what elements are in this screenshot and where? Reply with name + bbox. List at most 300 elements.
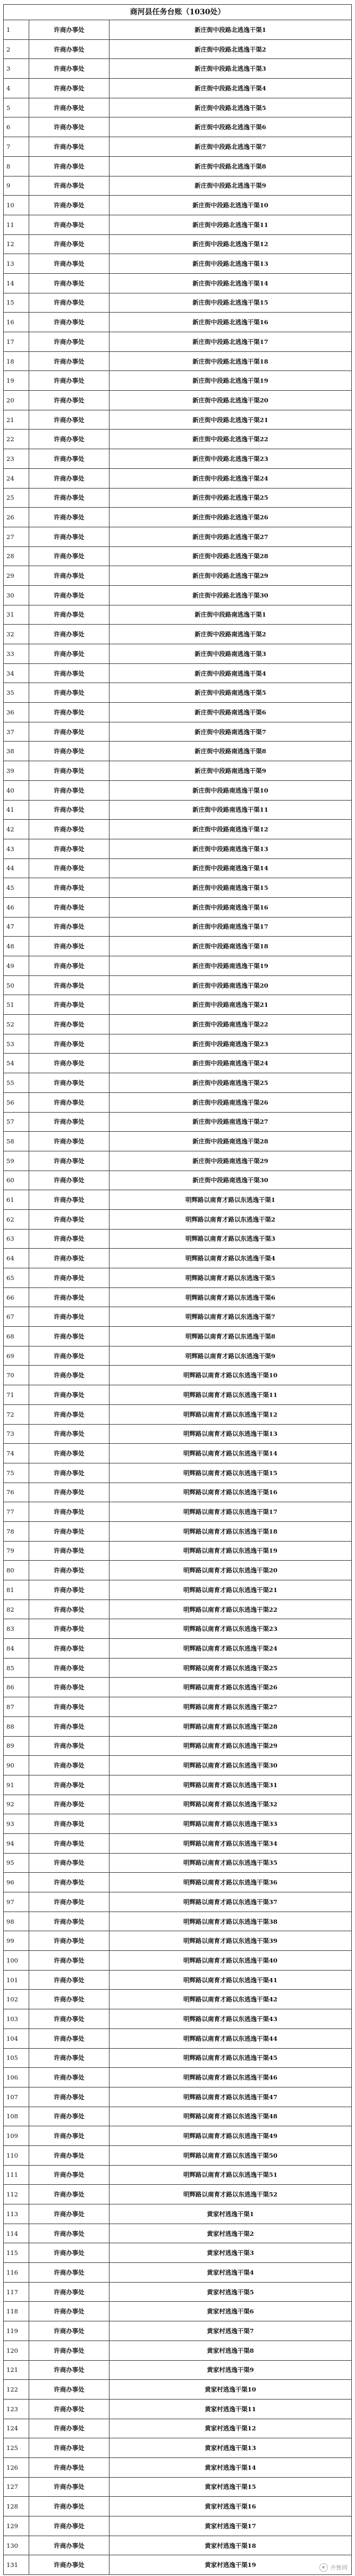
table-row — [4, 527, 352, 546]
row-location: 明辉路以南育才路以东逃逸干渠37 — [109, 1892, 352, 1912]
table-row — [4, 2263, 352, 2283]
row-number: 100 — [4, 1951, 29, 1971]
row-location: 明辉路以南育才路以东逃逸干渠2 — [109, 1209, 352, 1229]
row-number: 50 — [4, 975, 29, 995]
row-location: 新庄街中段路北逃逸干渠14 — [109, 273, 352, 293]
table-row — [4, 995, 352, 1015]
row-number: 51 — [4, 995, 29, 1015]
table-row — [4, 1229, 352, 1249]
row-task-type: 许商办事处 — [29, 761, 109, 781]
table-row — [4, 1658, 352, 1678]
row-location: 新庄街中段路南逃逸干渠18 — [109, 937, 352, 956]
row-location: 新庄街中段路南逃逸干渠25 — [109, 1073, 352, 1093]
row-number: 128 — [4, 2497, 29, 2516]
row-location: 新庄街中段路南逃逸干渠7 — [109, 722, 352, 742]
row-task-type: 许商办事处 — [29, 1132, 109, 1151]
row-location: 明辉路以南育才路以东逃逸干渠41 — [109, 1970, 352, 1990]
row-task-type: 许商办事处 — [29, 254, 109, 274]
table-row — [4, 1054, 352, 1073]
row-location: 新庄街中段路北逃逸干渠24 — [109, 468, 352, 488]
row-number: 65 — [4, 1268, 29, 1288]
table-row — [4, 1424, 352, 1444]
row-location: 黄家村逃逸干渠5 — [109, 2282, 352, 2302]
row-task-type: 许商办事处 — [29, 1287, 109, 1307]
row-number: 73 — [4, 1424, 29, 1444]
row-location: 明辉路以南育才路以东逃逸干渠9 — [109, 1346, 352, 1366]
row-task-type: 许商办事处 — [29, 332, 109, 352]
row-number: 115 — [4, 2243, 29, 2263]
row-task-type: 许商办事处 — [29, 800, 109, 820]
row-number: 106 — [4, 2068, 29, 2087]
row-location: 新庄街中段路北逃逸干渠17 — [109, 332, 352, 352]
row-task-type: 许商办事处 — [29, 663, 109, 683]
row-number: 19 — [4, 371, 29, 391]
table-row — [4, 1697, 352, 1717]
row-number: 21 — [4, 410, 29, 430]
watermark — [319, 2563, 348, 2572]
row-location: 新庄街中段路北逃逸干渠20 — [109, 391, 352, 410]
row-number: 93 — [4, 1814, 29, 1834]
row-number: 124 — [4, 2419, 29, 2438]
row-number: 49 — [4, 956, 29, 976]
table-row — [4, 742, 352, 761]
row-number: 27 — [4, 527, 29, 546]
row-number: 130 — [4, 2536, 29, 2555]
table-row — [4, 1990, 352, 2009]
table-row — [4, 196, 352, 215]
table-row — [4, 2087, 352, 2107]
row-number: 131 — [4, 2555, 29, 2575]
row-number: 70 — [4, 1366, 29, 1385]
table-row — [4, 293, 352, 313]
row-location: 明辉路以南育才路以东逃逸干渠36 — [109, 1873, 352, 1892]
table-row — [4, 663, 352, 683]
row-number: 63 — [4, 1229, 29, 1249]
row-location: 明辉路以南育才路以东逃逸干渠13 — [109, 1424, 352, 1444]
row-number: 127 — [4, 2477, 29, 2497]
row-task-type: 许商办事处 — [29, 780, 109, 800]
row-task-type: 许商办事处 — [29, 644, 109, 664]
row-task-type: 许商办事处 — [29, 1327, 109, 1346]
row-number: 120 — [4, 2341, 29, 2360]
row-location: 新庄街中段路北逃逸干渠21 — [109, 410, 352, 430]
wechat-icon — [319, 2563, 328, 2572]
row-task-type: 许商办事处 — [29, 605, 109, 625]
table-row — [4, 1073, 352, 1093]
row-location: 新庄街中段路南逃逸干渠27 — [109, 1112, 352, 1132]
row-task-type: 许商办事处 — [29, 1580, 109, 1600]
row-location: 新庄街中段路北逃逸干渠5 — [109, 98, 352, 117]
row-task-type: 许商办事处 — [29, 2165, 109, 2185]
row-location: 黄家村逃逸干渠11 — [109, 2399, 352, 2419]
row-location: 明辉路以南育才路以东逃逸干渠47 — [109, 2087, 352, 2107]
row-number: 95 — [4, 1853, 29, 1873]
row-location: 新庄街中段路北逃逸干渠16 — [109, 313, 352, 332]
row-task-type: 许商办事处 — [29, 1736, 109, 1756]
row-task-type: 许商办事处 — [29, 1307, 109, 1327]
row-task-type: 许商办事处 — [29, 2516, 109, 2536]
row-task-type: 许商办事处 — [29, 683, 109, 703]
row-number: 48 — [4, 937, 29, 956]
row-task-type: 许商办事处 — [29, 391, 109, 410]
row-task-type: 许商办事处 — [29, 625, 109, 644]
table-row — [4, 1151, 352, 1171]
table-row — [4, 59, 352, 79]
row-number: 5 — [4, 98, 29, 117]
table-row — [4, 1190, 352, 1210]
row-number: 81 — [4, 1580, 29, 1600]
row-location: 新庄街中段路南逃逸干渠10 — [109, 780, 352, 800]
row-task-type: 许商办事处 — [29, 1346, 109, 1366]
row-task-type: 许商办事处 — [29, 117, 109, 137]
watermark-text: 齐鲁网 — [330, 2564, 348, 2571]
row-location: 黄家村逃逸干渠17 — [109, 2516, 352, 2536]
row-number: 24 — [4, 468, 29, 488]
row-location: 明辉路以南育才路以东逃逸干渠28 — [109, 1716, 352, 1736]
row-number: 94 — [4, 1833, 29, 1853]
row-location: 明辉路以南育才路以东逃逸干渠38 — [109, 1912, 352, 1931]
row-number: 17 — [4, 332, 29, 352]
table-row — [4, 761, 352, 781]
table-row — [4, 1502, 352, 1522]
row-location: 新庄街中段路南逃逸干渠19 — [109, 956, 352, 976]
row-location: 明辉路以南育才路以东逃逸干渠43 — [109, 2009, 352, 2029]
table-row — [4, 1736, 352, 1756]
table-row — [4, 1580, 352, 1600]
table-row — [4, 2419, 352, 2438]
row-task-type: 许商办事处 — [29, 2145, 109, 2165]
row-number: 7 — [4, 137, 29, 157]
table-row — [4, 1931, 352, 1951]
row-task-type: 许商办事处 — [29, 1678, 109, 1697]
row-task-type: 许商办事处 — [29, 1190, 109, 1210]
table-row — [4, 1287, 352, 1307]
table-row — [4, 2536, 352, 2555]
table-row — [4, 1775, 352, 1795]
table-row — [4, 2224, 352, 2243]
row-task-type: 许商办事处 — [29, 1502, 109, 1522]
table-row — [4, 625, 352, 644]
row-task-type: 许商办事处 — [29, 1209, 109, 1229]
row-number: 39 — [4, 761, 29, 781]
row-number: 13 — [4, 254, 29, 274]
row-location: 新庄街中段路南逃逸干渠12 — [109, 820, 352, 839]
row-location: 明辉路以南育才路以东逃逸干渠7 — [109, 1307, 352, 1327]
row-task-type: 许商办事处 — [29, 1639, 109, 1659]
row-task-type: 许商办事处 — [29, 1229, 109, 1249]
row-task-type: 许商办事处 — [29, 566, 109, 586]
table-row — [4, 858, 352, 878]
row-task-type: 许商办事处 — [29, 176, 109, 196]
row-task-type: 许商办事处 — [29, 742, 109, 761]
row-task-type: 许商办事处 — [29, 196, 109, 215]
table-row — [4, 156, 352, 176]
row-location: 明辉路以南育才路以东逃逸干渠46 — [109, 2068, 352, 2087]
row-task-type: 许商办事处 — [29, 1697, 109, 1717]
row-location: 新庄街中段路南逃逸干渠1 — [109, 605, 352, 625]
row-location: 新庄街中段路北逃逸干渠22 — [109, 430, 352, 449]
row-location: 新庄街中段路北逃逸干渠30 — [109, 585, 352, 605]
row-number: 112 — [4, 2185, 29, 2204]
row-number: 38 — [4, 742, 29, 761]
row-task-type: 许商办事处 — [29, 2536, 109, 2555]
row-location: 黄家村逃逸干渠2 — [109, 2224, 352, 2243]
row-task-type: 许商办事处 — [29, 410, 109, 430]
table-row — [4, 703, 352, 722]
row-number: 55 — [4, 1073, 29, 1093]
row-task-type: 许商办事处 — [29, 2185, 109, 2204]
row-number: 121 — [4, 2360, 29, 2380]
row-number: 105 — [4, 2048, 29, 2068]
row-task-type: 许商办事处 — [29, 2009, 109, 2029]
row-location: 新庄街中段路北逃逸干渠4 — [109, 79, 352, 98]
row-number: 114 — [4, 2224, 29, 2243]
row-location: 新庄街中段路北逃逸干渠18 — [109, 351, 352, 371]
row-task-type: 许商办事处 — [29, 1112, 109, 1132]
row-number: 82 — [4, 1600, 29, 1619]
row-number: 29 — [4, 566, 29, 586]
table-row — [4, 1483, 352, 1502]
row-number: 16 — [4, 313, 29, 332]
row-location: 新庄街中段路北逃逸干渠26 — [109, 508, 352, 527]
row-task-type: 许商办事处 — [29, 2224, 109, 2243]
row-location: 明辉路以南育才路以东逃逸干渠52 — [109, 2185, 352, 2204]
row-task-type: 许商办事处 — [29, 1404, 109, 1424]
row-task-type: 许商办事处 — [29, 79, 109, 98]
row-number: 97 — [4, 1892, 29, 1912]
row-location: 黄家村逃逸干渠12 — [109, 2419, 352, 2438]
row-number: 113 — [4, 2204, 29, 2224]
row-number: 3 — [4, 59, 29, 79]
table-row — [4, 2341, 352, 2360]
row-task-type: 许商办事处 — [29, 2087, 109, 2107]
table-row — [4, 332, 352, 352]
row-task-type: 许商办事处 — [29, 937, 109, 956]
row-number: 86 — [4, 1678, 29, 1697]
row-task-type: 许商办事处 — [29, 1853, 109, 1873]
row-task-type: 许商办事处 — [29, 839, 109, 858]
row-location: 黄家村逃逸干渠4 — [109, 2263, 352, 2283]
row-number: 76 — [4, 1483, 29, 1502]
table-row — [4, 1112, 352, 1132]
row-task-type: 许商办事处 — [29, 2380, 109, 2400]
row-number: 9 — [4, 176, 29, 196]
row-number: 44 — [4, 858, 29, 878]
row-task-type: 许商办事处 — [29, 1892, 109, 1912]
row-task-type: 许商办事处 — [29, 468, 109, 488]
row-task-type: 许商办事处 — [29, 1619, 109, 1639]
row-location: 黄家村逃逸干渠8 — [109, 2341, 352, 2360]
row-location: 新庄街中段路北逃逸干渠10 — [109, 196, 352, 215]
row-task-type: 许商办事处 — [29, 2068, 109, 2087]
row-task-type: 许商办事处 — [29, 995, 109, 1015]
row-location: 明辉路以南育才路以东逃逸干渠40 — [109, 1951, 352, 1971]
table-row — [4, 79, 352, 98]
row-number: 87 — [4, 1697, 29, 1717]
table-row — [4, 1171, 352, 1190]
row-number: 117 — [4, 2282, 29, 2302]
row-location: 新庄街中段路北逃逸干渠11 — [109, 215, 352, 234]
row-task-type: 许商办事处 — [29, 2321, 109, 2341]
row-number: 6 — [4, 117, 29, 137]
table-row — [4, 878, 352, 898]
row-number: 89 — [4, 1736, 29, 1756]
row-number: 91 — [4, 1775, 29, 1795]
table-row — [4, 2126, 352, 2146]
row-task-type: 许商办事处 — [29, 858, 109, 878]
row-location: 明辉路以南育才路以东逃逸干渠44 — [109, 2028, 352, 2048]
row-location: 新庄街中段路南逃逸干渠2 — [109, 625, 352, 644]
table-row — [4, 1463, 352, 1483]
table-row — [4, 2009, 352, 2029]
row-location: 明辉路以南育才路以东逃逸干渠51 — [109, 2165, 352, 2185]
row-number: 110 — [4, 2145, 29, 2165]
row-location: 明辉路以南育才路以东逃逸干渠5 — [109, 1268, 352, 1288]
row-location: 黄家村逃逸干渠15 — [109, 2477, 352, 2497]
row-location: 明辉路以南育才路以东逃逸干渠17 — [109, 1502, 352, 1522]
table-row — [4, 917, 352, 937]
row-task-type: 许商办事处 — [29, 1483, 109, 1502]
row-task-type: 许商办事处 — [29, 2438, 109, 2458]
row-number: 118 — [4, 2302, 29, 2321]
row-location: 黄家村逃逸干渠6 — [109, 2302, 352, 2321]
row-location: 明辉路以南育才路以东逃逸干渠34 — [109, 1833, 352, 1853]
row-task-type: 许商办事处 — [29, 527, 109, 546]
row-task-type: 许商办事处 — [29, 1268, 109, 1288]
row-location: 明辉路以南育才路以东逃逸干渠24 — [109, 1639, 352, 1659]
row-number: 10 — [4, 196, 29, 215]
row-task-type: 许商办事处 — [29, 215, 109, 234]
row-task-type: 许商办事处 — [29, 1034, 109, 1054]
row-task-type: 许商办事处 — [29, 20, 109, 40]
row-task-type: 许商办事处 — [29, 1833, 109, 1853]
row-number: 72 — [4, 1404, 29, 1424]
row-task-type: 许商办事处 — [29, 2263, 109, 2283]
row-location: 新庄街中段路南逃逸干渠28 — [109, 1132, 352, 1151]
table-row — [4, 1951, 352, 1971]
table-row — [4, 371, 352, 391]
row-location: 明辉路以南育才路以东逃逸干渠21 — [109, 1580, 352, 1600]
row-location: 新庄街中段路北逃逸干渠7 — [109, 137, 352, 157]
row-location: 新庄街中段路南逃逸干渠15 — [109, 878, 352, 898]
row-location: 明辉路以南育才路以东逃逸干渠45 — [109, 2048, 352, 2068]
table-row — [4, 1619, 352, 1639]
row-task-type: 许商办事处 — [29, 2302, 109, 2321]
row-location: 新庄街中段路南逃逸干渠30 — [109, 1171, 352, 1190]
row-task-type: 许商办事处 — [29, 2419, 109, 2438]
row-task-type: 许商办事处 — [29, 2457, 109, 2477]
table-row — [4, 820, 352, 839]
row-task-type: 许商办事处 — [29, 1054, 109, 1073]
row-location: 黄家村逃逸干渠13 — [109, 2438, 352, 2458]
row-location: 明辉路以南育才路以东逃逸干渠32 — [109, 1795, 352, 1814]
row-location: 明辉路以南育才路以东逃逸干渠12 — [109, 1404, 352, 1424]
row-number: 40 — [4, 780, 29, 800]
row-number: 75 — [4, 1463, 29, 1483]
table-row — [4, 1756, 352, 1775]
row-number: 96 — [4, 1873, 29, 1892]
row-task-type: 许商办事处 — [29, 1814, 109, 1834]
table-row — [4, 254, 352, 274]
table-row — [4, 2399, 352, 2419]
row-location: 明辉路以南育才路以东逃逸干渠26 — [109, 1678, 352, 1697]
row-task-type: 许商办事处 — [29, 1795, 109, 1814]
row-number: 25 — [4, 488, 29, 508]
row-number: 80 — [4, 1561, 29, 1580]
row-number: 18 — [4, 351, 29, 371]
row-location: 新庄街中段路北逃逸干渠6 — [109, 117, 352, 137]
row-location: 黄家村逃逸干渠19 — [109, 2555, 352, 2575]
table-row — [4, 2497, 352, 2516]
row-location: 明辉路以南育才路以东逃逸干渠11 — [109, 1385, 352, 1405]
row-location: 明辉路以南育才路以东逃逸干渠6 — [109, 1287, 352, 1307]
row-location: 新庄街中段路北逃逸干渠8 — [109, 156, 352, 176]
row-number: 59 — [4, 1151, 29, 1171]
table-row — [4, 975, 352, 995]
row-number: 90 — [4, 1756, 29, 1775]
table-row — [4, 2438, 352, 2458]
row-number: 35 — [4, 683, 29, 703]
row-number: 123 — [4, 2399, 29, 2419]
row-task-type: 许商办事处 — [29, 430, 109, 449]
table-row — [4, 644, 352, 664]
row-task-type: 许商办事处 — [29, 2477, 109, 2497]
row-task-type: 许商办事处 — [29, 1463, 109, 1483]
row-number: 108 — [4, 2107, 29, 2126]
table-row — [4, 585, 352, 605]
table-row — [4, 1444, 352, 1463]
row-task-type: 许商办事处 — [29, 1444, 109, 1463]
row-task-type: 许商办事处 — [29, 1171, 109, 1190]
row-task-type: 许商办事处 — [29, 1951, 109, 1971]
table-row — [4, 234, 352, 254]
table-row — [4, 1892, 352, 1912]
table-row — [4, 1327, 352, 1346]
row-number: 85 — [4, 1658, 29, 1678]
row-number: 69 — [4, 1346, 29, 1366]
row-number: 56 — [4, 1092, 29, 1112]
row-number: 101 — [4, 1970, 29, 1990]
row-location: 黄家村逃逸干渠7 — [109, 2321, 352, 2341]
table-row — [4, 137, 352, 157]
row-location: 明辉路以南育才路以东逃逸干渠19 — [109, 1541, 352, 1561]
row-location: 新庄街中段路南逃逸干渠3 — [109, 644, 352, 664]
row-location: 新庄街中段路北逃逸干渠28 — [109, 546, 352, 566]
table-row — [4, 2457, 352, 2477]
row-number: 77 — [4, 1502, 29, 1522]
row-task-type: 许商办事处 — [29, 1931, 109, 1951]
row-number: 34 — [4, 663, 29, 683]
table-row — [4, 2048, 352, 2068]
row-location: 明辉路以南育才路以东逃逸干渠23 — [109, 1619, 352, 1639]
row-task-type: 许商办事处 — [29, 39, 109, 59]
table-row — [4, 1912, 352, 1931]
row-task-type: 许商办事处 — [29, 371, 109, 391]
table-row — [4, 780, 352, 800]
row-number: 126 — [4, 2457, 29, 2477]
table-row — [4, 117, 352, 137]
row-number: 54 — [4, 1054, 29, 1073]
row-task-type: 许商办事处 — [29, 546, 109, 566]
row-task-type: 许商办事处 — [29, 1541, 109, 1561]
row-task-type: 许商办事处 — [29, 917, 109, 937]
table-row — [4, 1366, 352, 1385]
table-row — [4, 313, 352, 332]
row-number: 84 — [4, 1639, 29, 1659]
table-row — [4, 176, 352, 196]
row-location: 新庄街中段路南逃逸干渠21 — [109, 995, 352, 1015]
table-row — [4, 897, 352, 917]
